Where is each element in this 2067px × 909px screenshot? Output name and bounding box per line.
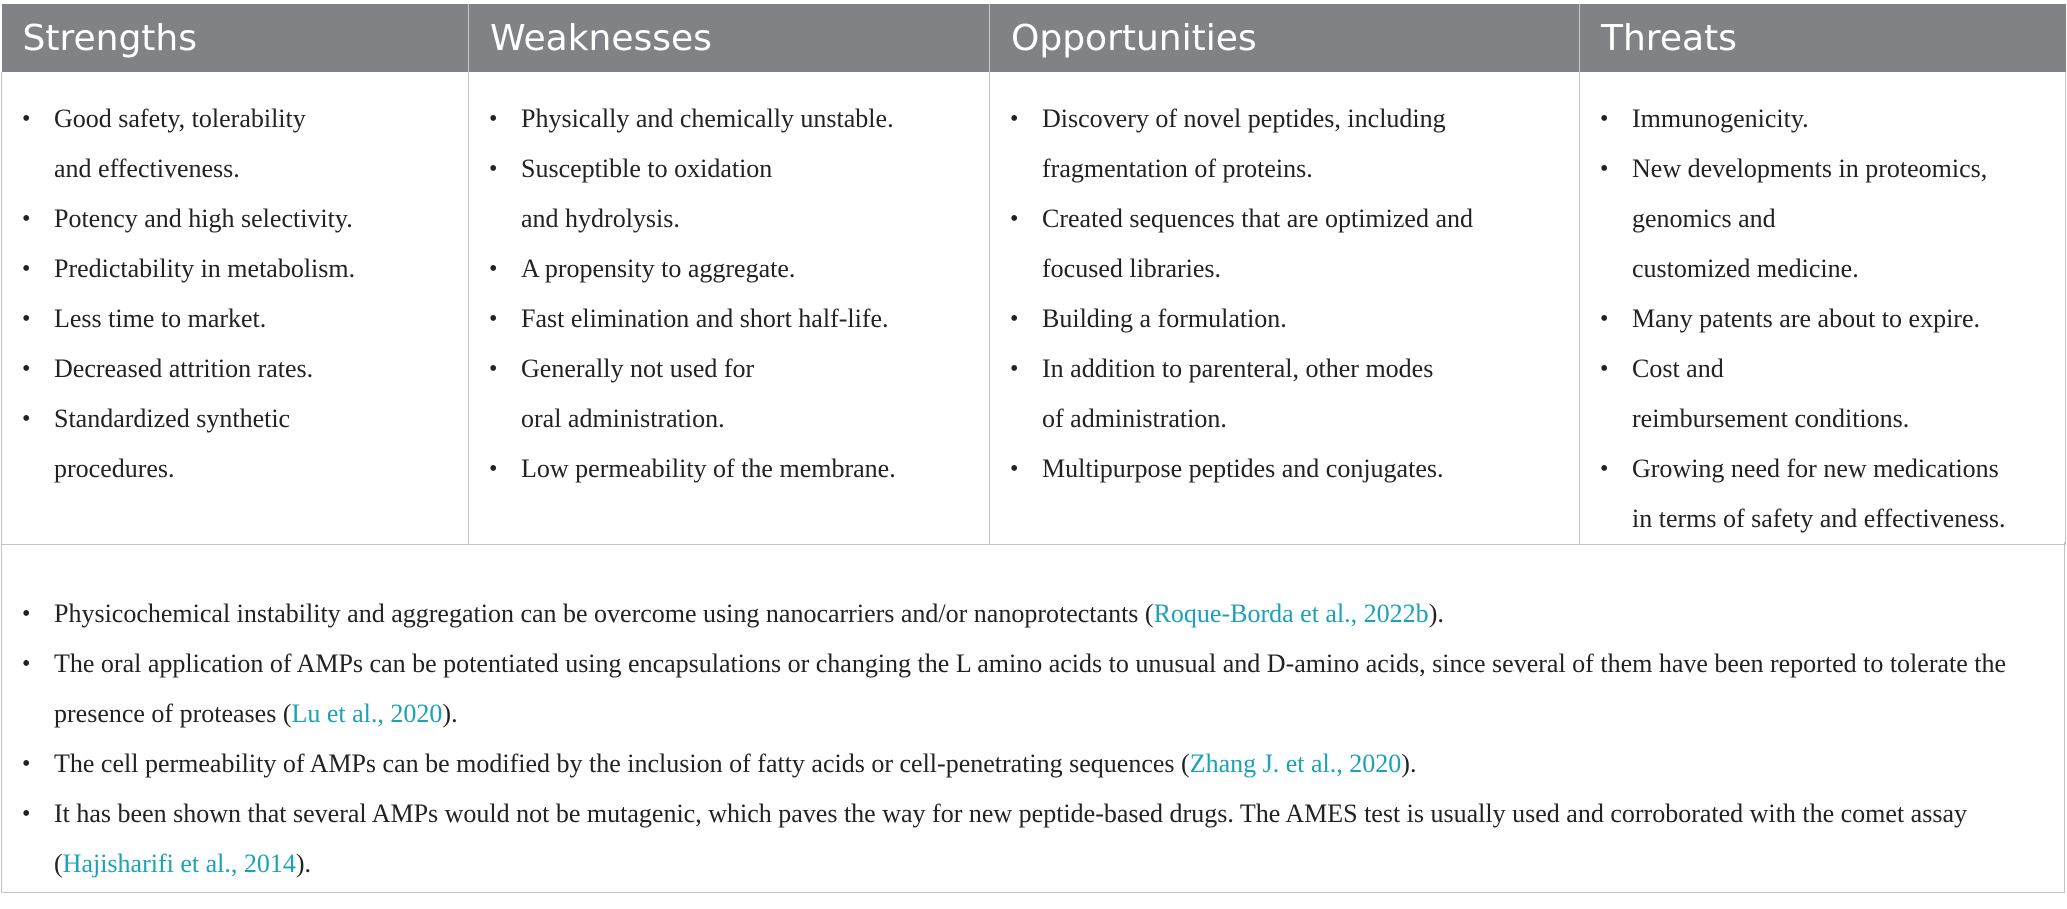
header-threats: Threats — [1580, 4, 2066, 72]
note-item — [2, 639, 2064, 739]
weaknesses-cell — [469, 72, 990, 545]
note-item — [2, 589, 2064, 639]
item-text: Standardized synthetic — [54, 404, 291, 433]
notes-panel — [1, 542, 2065, 893]
item-text: Generally not used for — [521, 354, 755, 383]
note-text: The oral application of AMPs can be potentiated using encapsulations or changing the L amino acids to unusual and D-amino acids, since several of them have been reported to tolerate the presence of proteases ( — [54, 649, 2007, 728]
item-text: procedures. — [54, 454, 175, 483]
item-text: focused libraries. — [1042, 254, 1222, 283]
list-item — [990, 194, 1579, 294]
note-text: It has been shown that several AMPs would not be mutagenic, which paves the way for new peptide-based drugs. The AMES test is usually used and corroborated with the comet assay ( — [54, 799, 1967, 878]
item-text: Growing need for new medications — [1632, 454, 1999, 483]
list-item — [1580, 144, 2065, 294]
item-text: of administration. — [1042, 404, 1227, 433]
list-item — [1580, 94, 2065, 144]
list-item — [990, 444, 1579, 494]
item-text: A propensity to aggregate. — [521, 254, 796, 283]
item-text: and effectiveness. — [54, 154, 240, 183]
list-item — [469, 244, 989, 294]
note-text: ). — [295, 849, 312, 878]
note-text: Physicochemical instability and aggregation can be overcome using nanocarriers and/or nanoprotectants ( — [54, 599, 1154, 628]
list-item — [990, 94, 1579, 194]
item-text: Good safety, tolerability — [54, 104, 306, 133]
item-text: Multipurpose peptides and conjugates. — [1042, 454, 1444, 483]
list-item — [469, 294, 989, 344]
header-opportunities: Opportunities — [990, 4, 1580, 72]
item-text: reimbursement conditions. — [1632, 404, 1910, 433]
list-item — [2, 294, 468, 344]
item-text: Many patents are about to expire. — [1632, 304, 1980, 333]
list-item — [2, 244, 468, 294]
note-text: ). — [442, 699, 458, 728]
item-text: Less time to market. — [54, 304, 267, 333]
item-text: oral administration. — [521, 404, 725, 433]
item-text: Susceptible to oxidation — [521, 154, 773, 183]
list-item — [469, 444, 989, 494]
item-text: Building a formulation. — [1042, 304, 1287, 333]
item-text: Discovery of novel peptides, including — [1042, 104, 1446, 133]
list-item — [2, 394, 468, 494]
item-text: Created sequences that are optimized and — [1042, 204, 1473, 233]
item-text: Physically and chemically unstable. — [521, 104, 894, 133]
note-item — [2, 739, 2064, 789]
item-text: Fast elimination and short half-life. — [521, 304, 889, 333]
item-text: In addition to parenteral, other modes — [1042, 354, 1434, 383]
list-item — [2, 344, 468, 394]
strengths-list — [2, 94, 468, 494]
item-text: Cost and — [1632, 354, 1724, 383]
list-item — [2, 94, 468, 194]
notes-list — [2, 589, 2064, 889]
item-text: customized medicine. — [1632, 254, 1859, 283]
note-text: ). — [1428, 599, 1444, 628]
swot-header-row — [2, 4, 2066, 72]
header-strengths: Strengths — [2, 4, 469, 72]
item-text: fragmentation of proteins. — [1042, 154, 1313, 183]
citation-link[interactable]: Zhang J. et al., 2020 — [1189, 749, 1402, 778]
threats-list — [1580, 94, 2065, 544]
citation-link[interactable]: Roque-Borda et al., 2022b — [1153, 599, 1429, 628]
list-item — [1580, 344, 2065, 444]
note-text: The cell permeability of AMPs can be modified by the inclusion of fatty acids or cell-penetrating sequences ( — [54, 749, 1190, 778]
item-text: Immunogenicity. — [1632, 104, 1809, 133]
opportunities-cell — [990, 72, 1580, 545]
list-item — [2, 194, 468, 244]
list-item — [1580, 444, 2065, 544]
item-text: Predictability in metabolism. — [54, 254, 356, 283]
item-text: Low permeability of the membrane. — [521, 454, 896, 483]
list-item — [469, 344, 989, 444]
swot-body-row — [2, 72, 2066, 545]
item-text: Potency and high selectivity. — [54, 204, 353, 233]
weaknesses-list — [469, 94, 989, 494]
citation-link[interactable]: Hajisharifi et al., 2014 — [62, 849, 296, 878]
item-text: New developments in proteomics, — [1632, 154, 1988, 183]
swot-table — [1, 4, 2066, 545]
list-item — [990, 344, 1579, 444]
list-item — [469, 94, 989, 144]
opportunities-list — [990, 94, 1579, 494]
note-item — [2, 789, 2064, 889]
citation-link[interactable]: Lu et al., 2020 — [291, 699, 443, 728]
header-weaknesses: Weaknesses — [469, 4, 990, 72]
threats-cell — [1580, 72, 2066, 545]
list-item — [1580, 294, 2065, 344]
item-text: in terms of safety and effectiveness. — [1632, 504, 2006, 533]
item-text: Decreased attrition rates. — [54, 354, 314, 383]
list-item — [469, 144, 989, 244]
item-text: genomics and — [1632, 204, 1776, 233]
note-text: ). — [1401, 749, 1417, 778]
strengths-cell — [2, 72, 469, 545]
list-item — [990, 294, 1579, 344]
item-text: and hydrolysis. — [521, 204, 680, 233]
